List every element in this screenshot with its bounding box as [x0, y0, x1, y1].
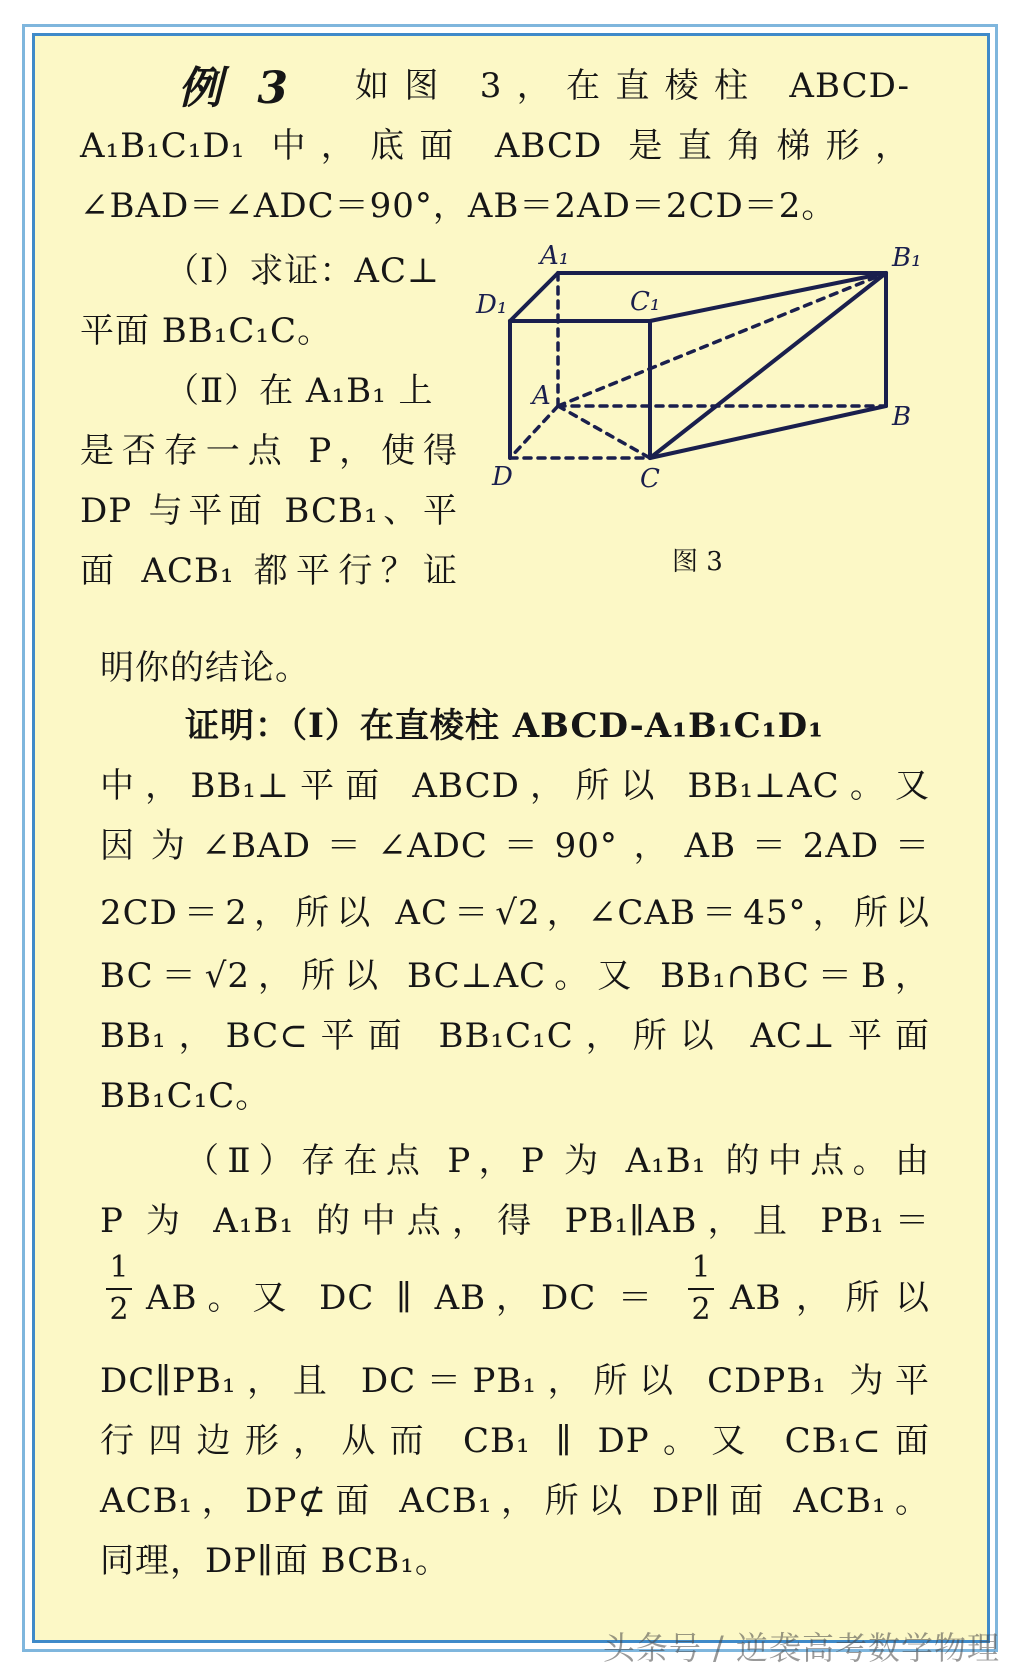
part1-line-b: 平面 BB₁C₁C。: [80, 311, 333, 351]
label-b1: B₁: [892, 243, 922, 273]
proof-line-13: ACB₁，DP⊄面 ACB₁，所以 DP∥面 ACB₁。: [100, 1481, 930, 1521]
edge-ab1-hidden: [558, 273, 886, 406]
proof-line-6: BB₁，BC⊂平面 BB₁C₁C，所以 AC⊥平面: [100, 1016, 930, 1056]
label-c1: C₁: [630, 287, 661, 317]
fraction-2-numerator: 1: [691, 1250, 711, 1285]
label-d1: D₁: [476, 290, 508, 320]
proof-line-5: BC＝√2，所以 BC⊥AC。又 BB₁∩BC＝B，: [100, 956, 930, 996]
problem-line-2: A₁B₁C₁D₁ 中，底面 ABCD 是直角梯形，: [80, 126, 910, 166]
label-c: C: [640, 464, 660, 494]
problem-line-1: 如图 3，在直棱柱 ABCD-: [355, 66, 910, 106]
part2-line-d: 面 ACB₁ 都平行？证: [80, 551, 458, 591]
example-label: 例 3: [178, 63, 298, 114]
fraction-1-numerator: 1: [109, 1250, 129, 1285]
watermark: 头条号 / 逆袭高考数学物理: [602, 1629, 1000, 1667]
fraction-1-bar: [106, 1288, 132, 1290]
part2-line-b: 是否存一点 P，使得: [80, 431, 458, 471]
proof-line-9: P 为 A₁B₁ 的中点，得 PB₁∥AB，且 PB₁＝: [100, 1201, 930, 1241]
edge-ad-hidden: [510, 406, 558, 458]
proof-line-4: 2CD＝2，所以 AC＝√2，∠CAB＝45°，所以: [100, 893, 930, 933]
label-a: A: [532, 381, 551, 411]
label-d: D: [492, 462, 513, 492]
proof-line-11: DC∥PB₁，且 DC＝PB₁，所以 CDPB₁ 为平: [100, 1361, 930, 1401]
proof-line-7: BB₁C₁C。: [100, 1076, 271, 1116]
proof-line-2: 中，BB₁⊥平面 ABCD，所以 BB₁⊥AC。又: [100, 766, 930, 806]
part2-line-c: DP 与平面 BCB₁、平: [80, 491, 458, 531]
part1-line-a: （Ⅰ）求证：AC⊥: [165, 251, 440, 291]
fraction-2-denominator: 2: [691, 1292, 711, 1327]
part2-line-a: （Ⅱ）在 A₁B₁ 上: [165, 371, 434, 411]
edge-c1b1: [650, 273, 886, 321]
proof-line-3: 因为∠BAD＝∠ADC＝90°，AB＝2AD＝: [100, 826, 930, 866]
fraction-1-denominator: 2: [109, 1292, 129, 1327]
proof-text-1: 证明：（Ⅰ）在直棱柱 ABCD-A₁B₁C₁D₁: [185, 706, 825, 746]
prism-figure: [476, 240, 922, 530]
proof-line-8: （Ⅱ）存在点 P，P 为 A₁B₁ 的中点。由: [185, 1141, 930, 1181]
part2-line-e: 明你的结论。: [100, 648, 310, 688]
label-a1: A₁: [540, 241, 570, 271]
edge-ac-hidden: [558, 406, 650, 458]
proof-line-10b: AB，所以: [730, 1278, 930, 1318]
proof-line-1: [185, 698, 824, 747]
proof-line-10a: AB。又 DC ∥ AB，DC ＝: [146, 1278, 653, 1318]
proof-line-12: 行四边形，从而 CB₁ ∥ DP。又 CB₁⊂面: [100, 1421, 930, 1461]
figure-caption: 图 3: [672, 547, 723, 577]
label-b: B: [892, 402, 912, 432]
proof-line-14: 同理，DP∥面 BCB₁。: [100, 1541, 450, 1581]
fraction-2-bar: [688, 1288, 714, 1290]
problem-line-3: ∠BAD＝∠ADC＝90°，AB＝2AD＝2CD＝2。: [80, 186, 837, 226]
edge-a1d1: [510, 273, 558, 321]
